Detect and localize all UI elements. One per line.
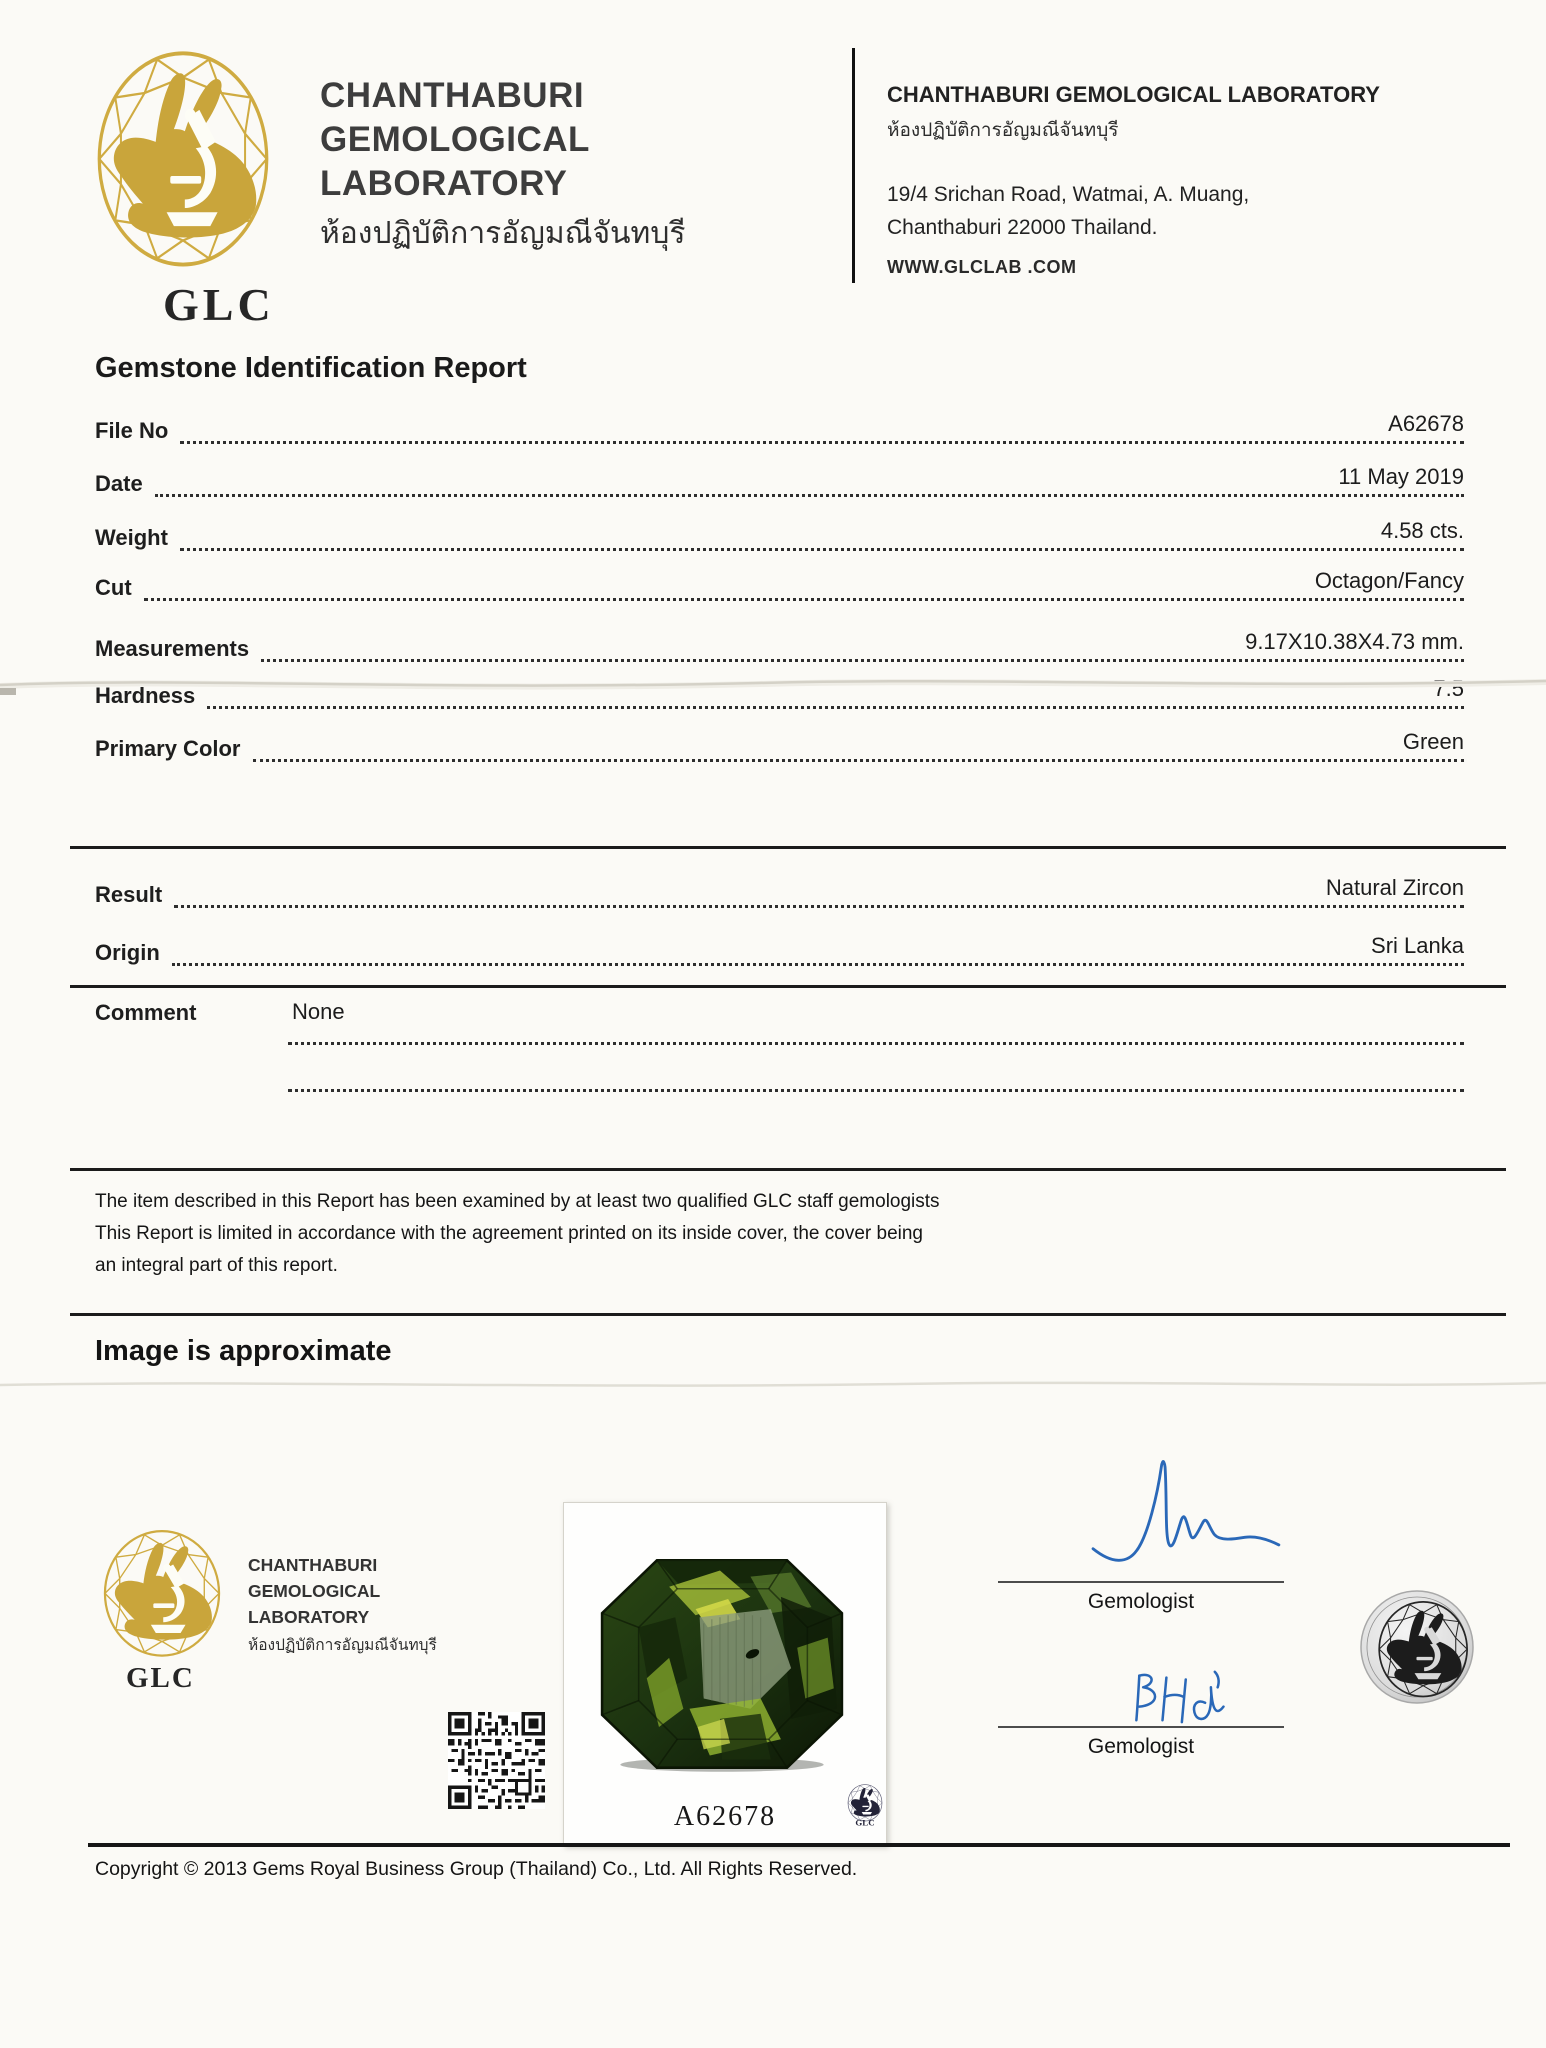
contact-address-line1: 19/4 Srichan Road, Watmai, A. Muang, [887, 183, 1250, 206]
org-name-line: GEMOLOGICAL [320, 120, 590, 159]
disclaimer-line: This Report is limited in accordance with the agreement printed on its inside cover, the cover being [95, 1223, 923, 1244]
gem-photo-card [563, 1502, 887, 1846]
glc-rabbit-logo-small [100, 1528, 224, 1660]
header-divider [852, 48, 855, 283]
field-value: 7.5 [1433, 676, 1464, 701]
org-name-line: LABORATORY [320, 164, 568, 203]
field-row-primary-color [95, 722, 1464, 762]
section-line [70, 846, 1506, 849]
field-label: Primary Color [95, 736, 241, 761]
signature-line [998, 1726, 1284, 1728]
field-row-hardness [95, 669, 1464, 709]
field-value: Sri Lanka [1371, 933, 1464, 958]
field-label: Date [95, 471, 143, 496]
contact-address-line2: Chanthaburi 22000 Thailand. [887, 216, 1158, 239]
signature-line [998, 1581, 1284, 1583]
field-value: Octagon/Fancy [1314, 568, 1464, 593]
field-row-result [95, 868, 1464, 908]
contact-org-name: CHANTHABURI GEMOLOGICAL LABORATORY [887, 82, 1380, 107]
comment-dotted-line [288, 1042, 1464, 1045]
contact-org-thai: ห้องปฏิบัติการอัญมณีจันทบุรี [887, 119, 1119, 141]
silver-seal [1360, 1590, 1474, 1704]
image-approximate-note: Image is approximate [95, 1335, 392, 1367]
signature-one [1085, 1452, 1285, 1580]
org-name-line: GEMOLOGICAL [248, 1581, 381, 1601]
field-value: A62678 [1388, 411, 1464, 436]
disclaimer-text [95, 1186, 940, 1282]
field-row-weight [95, 511, 1464, 551]
field-row-file-no [95, 404, 1464, 444]
field-label: Hardness [95, 683, 196, 708]
field-row-origin [95, 926, 1464, 966]
org-name-thai: ห้องปฏิบัติการอัญมณีจันทบุรี [320, 216, 686, 251]
org-name-thai-small: ห้องปฏิบัติการอัญมณีจันทบุรี [248, 1636, 437, 1654]
gemologist-role-label: Gemologist [1087, 1735, 1195, 1758]
comment-dotted-line [288, 1089, 1464, 1092]
footer-line [88, 1843, 1510, 1847]
disclaimer-line: The item described in this Report has been examined by at least two qualified GLC staff gemologists [95, 1191, 940, 1212]
contact-website: WWW.GLCLAB .COM [887, 257, 1077, 277]
glc-mark-text: GLC [855, 1817, 875, 1827]
section-line [70, 985, 1506, 988]
comment-label: Comment [95, 1000, 197, 1025]
org-name-line: LABORATORY [248, 1607, 370, 1627]
field-row-date [95, 457, 1464, 497]
glc-acronym: GLC [163, 279, 275, 330]
gem-file-number: A62678 [673, 1801, 777, 1832]
field-value: 9.17X10.38X4.73 mm. [1245, 629, 1464, 654]
glc-rabbit-mark [846, 1779, 884, 1827]
scan-crease [0, 1376, 1546, 1394]
field-row-measurements [95, 622, 1464, 662]
qr-code [448, 1712, 545, 1809]
copyright-text: Copyright © 2013 Gems Royal Business Group (Thailand) Co., Ltd. All Rights Reserved. [95, 1858, 858, 1880]
report-title: Gemstone Identification Report [95, 352, 527, 384]
org-name-line: CHANTHABURI [320, 76, 585, 115]
comment-value: None [292, 999, 345, 1024]
field-label: File No [95, 418, 169, 443]
gemologist-role-label: Gemologist [1087, 1590, 1195, 1613]
field-value: 4.58 cts. [1380, 518, 1464, 543]
section-line [70, 1168, 1506, 1171]
disclaimer-line: an integral part of this report. [95, 1255, 338, 1276]
field-label: Origin [95, 940, 160, 965]
field-label: Cut [95, 575, 132, 600]
field-value: Green [1402, 729, 1464, 754]
field-row-cut [95, 561, 1464, 601]
field-value: Natural Zircon [1325, 875, 1464, 900]
org-name-block [320, 74, 590, 206]
field-label: Weight [95, 525, 168, 550]
field-value: 11 May 2019 [1338, 464, 1464, 489]
signature-two [1128, 1666, 1228, 1726]
gem-photo [598, 1555, 846, 1773]
glc-acronym-small: GLC [126, 1662, 195, 1694]
org-name-block-small [248, 1552, 380, 1630]
section-line [70, 1313, 1506, 1316]
glc-rabbit-logo [92, 48, 274, 272]
field-label: Measurements [95, 636, 250, 661]
org-name-line: CHANTHABURI [248, 1555, 378, 1575]
field-label: Result [95, 882, 163, 907]
